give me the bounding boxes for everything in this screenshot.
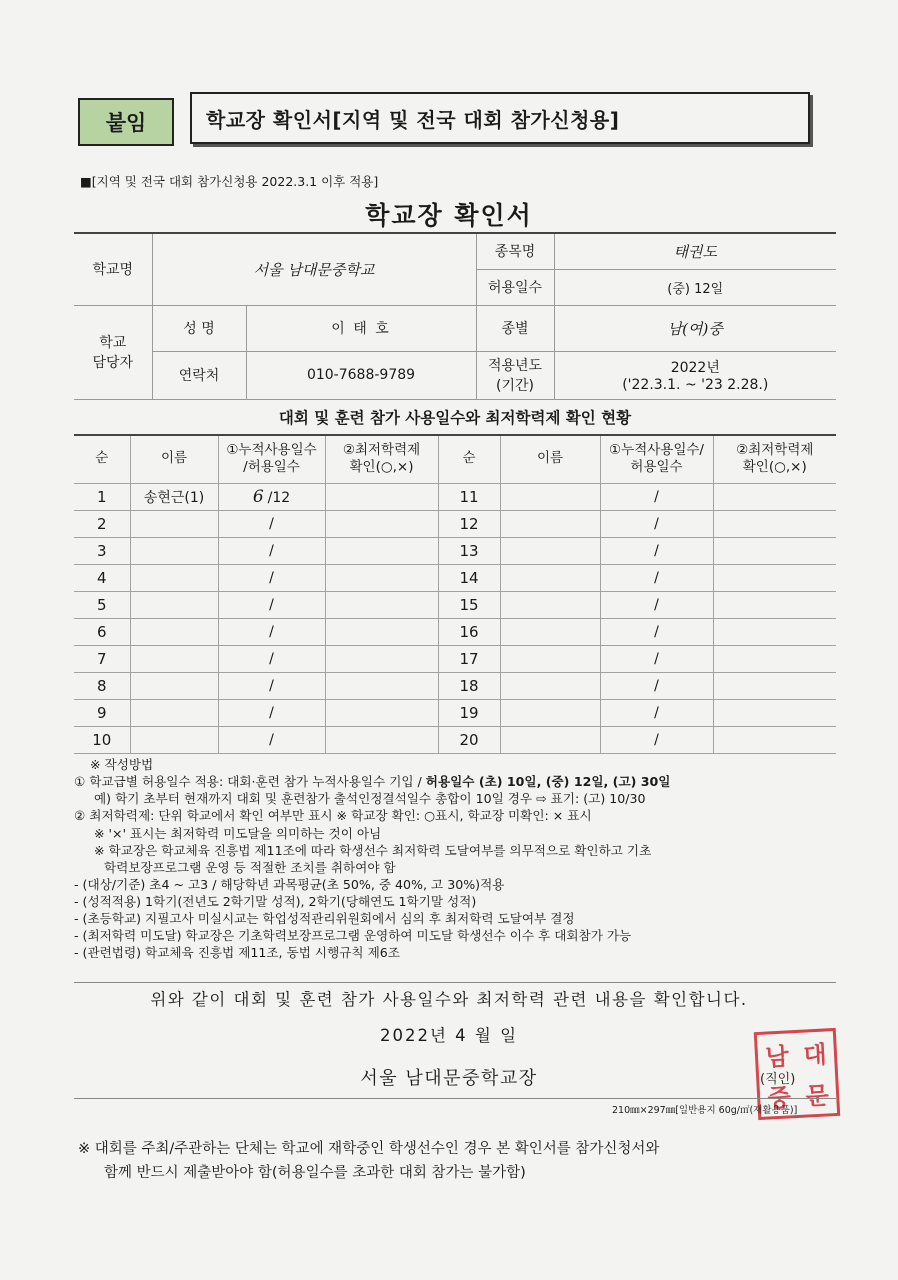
student-name [500,510,600,537]
days-used: / [218,645,325,672]
academic-check [713,726,836,753]
days-used: / [218,537,325,564]
detail-grades: - (성적적용) 1학기(전년도 2학기말 성적), 2학기(당해연도 1학기말 성적) [74,894,477,909]
days-used: / [600,645,713,672]
note-principal-duty-cont: 학력보장프로그램 운영 등 적절한 조치를 취하여야 함 [104,859,396,875]
col-days: ①누적사용일수 /허용일수 [218,435,325,483]
school-name-label: 학교명 [74,233,152,305]
page-title: 학교장 확인서 [365,201,533,230]
form-subheading: ■[지역 및 전국 대회 참가신청용 2022.3.1 이후 적용] [80,174,379,189]
academic-check [325,618,438,645]
row-number: 7 [74,645,130,672]
row-number: 17 [438,645,500,672]
table-row [74,483,836,510]
detail-not-reached: - (최저학력 미도달) 학교장은 기초학력보장프로그램 운영하여 미도달 학생선수 이수 후 대회참가 가능 [74,928,632,944]
student-name [500,537,600,564]
row-number: 8 [74,672,130,699]
days-used: / [600,618,713,645]
sport-label: 종목명 [476,233,554,269]
col-num: 순 [438,435,500,483]
row-number: 12 [438,510,500,537]
detail-law: - (관련법령) 학교체육 진흥법 제11조, 동법 시행규칙 제6조 [74,945,400,961]
col-academic: ②최저학력제 확인(○,×) [713,435,836,483]
row-number: 9 [74,699,130,726]
academic-check [325,537,438,564]
academic-check [325,672,438,699]
days-used: / [600,510,713,537]
row-number: 19 [438,699,500,726]
table-row [74,672,836,699]
days-used: / [218,699,325,726]
table-row [74,699,836,726]
table-row [74,645,836,672]
academic-check [713,591,836,618]
days-used: / [218,591,325,618]
row-number: 13 [438,537,500,564]
participation-table [74,434,836,754]
days-used: / [600,726,713,753]
student-name [500,591,600,618]
student-name [500,726,600,753]
student-name [130,726,218,753]
student-name [500,645,600,672]
table-row [74,591,836,618]
academic-check [325,564,438,591]
row-number: 18 [438,672,500,699]
student-name [130,672,218,699]
days-used: 6 /12 [218,483,325,510]
confirmation-text: 위와 같이 대회 및 훈련 참가 사용일수와 최저학력 관련 내용을 확인합니다. [150,990,748,1009]
academic-check [713,672,836,699]
col-name: 이름 [500,435,600,483]
document-header-title: 학교장 확인서[지역 및 전국 대회 참가신청용] [190,92,810,144]
detail-target: - (대상/기준) 초4 ~ 고3 / 해당학년 과목평균(초 50%, 중 40%, 고 30%)적용 [74,876,505,892]
table-row [74,510,836,537]
note-principal-duty: ※ 학교장은 학교체육 진흥법 제11조에 따라 학생선수 최저학력 도달여부를 의무적으로 확인하고 기초 [94,842,652,858]
row-number: 2 [74,510,130,537]
col-academic: ②최저학력제 확인(○,×) [325,435,438,483]
note-example: 예) 학기 초부터 현재까지 대회 및 훈련참가 출석인정결석일수 총합이 10일 경우 ⇨ 표기: (고) 10/30 [94,791,646,807]
detail-elementary: - (초등학교) 지필고사 미실시교는 학업성적관리위원회에서 심의 후 최저학력 도달여부 결정 [74,911,575,927]
days-used: / [600,699,713,726]
school-principal: 서울 남대문중학교장 [360,1068,538,1089]
row-number: 3 [74,537,130,564]
days-used: / [218,672,325,699]
manager-name-label: 성 명 [152,305,246,351]
footer-note: ※ 대회를 주최/주관하는 단체는 학교에 재학중인 학생선수인 경우 본 확인서를 참가신청서와 함께 반드시 제출받아야 함(허용일수를 초과한 대회 참가는 불가함) [78,1141,660,1181]
col-name: 이름 [130,435,218,483]
row-number: 16 [438,618,500,645]
academic-check [325,483,438,510]
days-used: / [218,510,325,537]
academic-check [713,483,836,510]
student-name [130,510,218,537]
instructions-heading: ※ 작성방법 [90,757,154,772]
row-number: 1 [74,483,130,510]
sport-value: 태권도 [554,233,836,269]
student-name [130,591,218,618]
days-used: / [600,537,713,564]
row-number: 10 [74,726,130,753]
row-number: 6 [74,618,130,645]
days-used: / [600,591,713,618]
days-used: / [218,726,325,753]
official-seal: 남 대 중 문 [754,1028,840,1120]
manager-label: 학교 담당자 [74,305,152,399]
note-academic: ② 최저학력제: 단위 학교에서 확인 여부만 표시 ※ 학교장 확인: ○표시, 학교장 미확인: × 표시 [74,808,592,824]
student-name [130,618,218,645]
student-name [500,672,600,699]
days-used: / [218,618,325,645]
row-number: 20 [438,726,500,753]
days-used: / [600,483,713,510]
days-used: / [600,672,713,699]
academic-check [325,510,438,537]
academic-check [713,537,836,564]
paper-spec: 210㎜×297㎜[일반용지 60g/㎡(재활용품)] [612,1105,798,1116]
col-num: 순 [74,435,130,483]
academic-check [713,645,836,672]
days-used: / [218,564,325,591]
days-used-handwritten: 6 [252,486,264,507]
year-label: 적용년도 (기간) [476,351,554,399]
contact-value: 010-7688-9789 [246,351,476,399]
student-name [130,537,218,564]
table-row [74,726,836,753]
gender-value: 남(여)중 [554,305,836,351]
note-x-mark: ※ '×' 표시는 최저학력 미도달을 의미하는 것이 아님 [94,825,382,841]
section-title: 대회 및 훈련 참가 사용일수와 최저학력제 확인 현황 [278,409,632,427]
days-used: / [600,564,713,591]
student-name [500,564,600,591]
student-name [500,618,600,645]
stamp-label: (직인) [760,1072,796,1087]
divider [74,1098,836,1099]
col-days: ①누적사용일수/ 허용일수 [600,435,713,483]
student-name [130,564,218,591]
student-name [130,699,218,726]
school-info-table [74,232,836,400]
note-allowed-days: ① 학교급별 허용일수 적용: 대회·훈련 참가 누적사용일수 기입 / 허용일수 (초) 10일, (중) 12일, (고) 30일 [74,774,671,790]
manager-name-value: 이 태 호 [246,305,476,351]
academic-check [325,699,438,726]
student-name [130,645,218,672]
school-name-value: 서울 남대문중학교 [152,233,476,305]
academic-check [713,564,836,591]
student-name [500,699,600,726]
sign-date: 2022년 4 월 일 [379,1026,519,1045]
academic-check [713,618,836,645]
academic-check [713,699,836,726]
student-name [500,483,600,510]
row-number: 5 [74,591,130,618]
table-row [74,564,836,591]
allowed-days-label: 허용일수 [476,269,554,305]
student-name: 송현근(1) [130,483,218,510]
row-number: 14 [438,564,500,591]
row-number: 15 [438,591,500,618]
academic-check [325,726,438,753]
academic-check [713,510,836,537]
table-row [74,618,836,645]
year-value: 2022년 ('22.3.1. ~ '23 2.28.) [554,351,836,399]
row-number: 11 [438,483,500,510]
divider [74,982,836,983]
attachment-tag: 붙임 [78,98,174,146]
row-number: 4 [74,564,130,591]
academic-check [325,645,438,672]
instructions [74,756,854,962]
allowed-days-value: (중) 12일 [554,269,836,305]
academic-check [325,591,438,618]
gender-label: 종별 [476,305,554,351]
table-row [74,537,836,564]
contact-label: 연락처 [152,351,246,399]
